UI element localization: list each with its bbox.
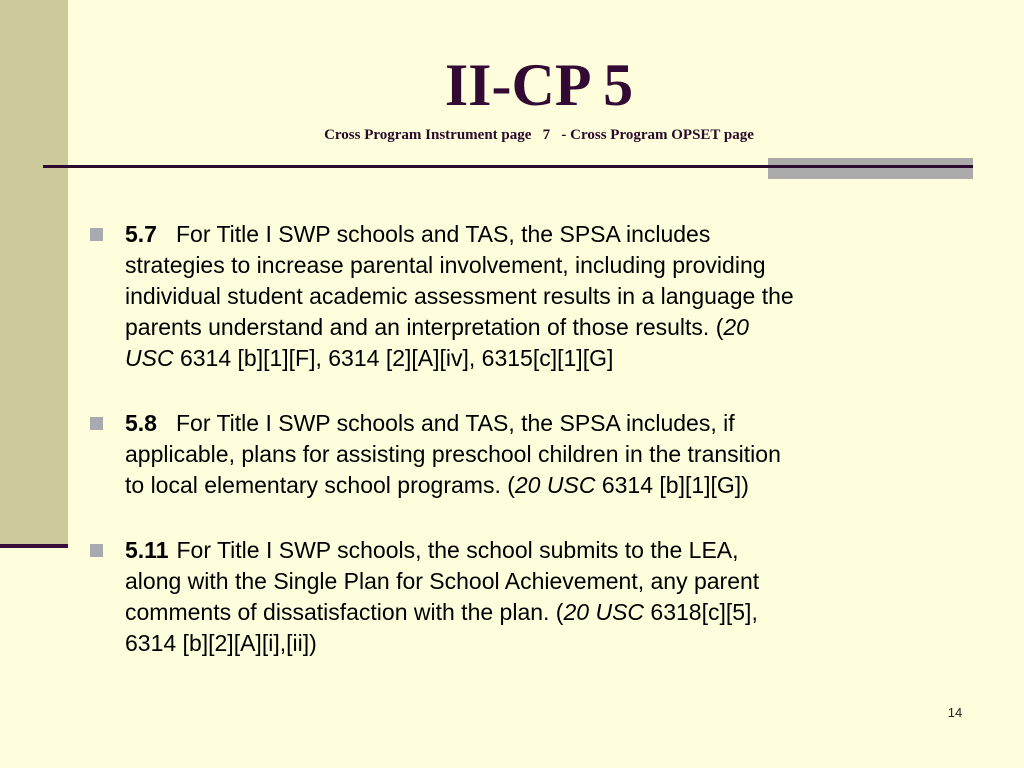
citation-italic: 20 USC (563, 599, 645, 625)
bullet-text-line: along with the Single Plan for School Achievement, any parent (125, 568, 760, 594)
slide-subtitle: Cross Program Instrument page 7 - Cross Program OPSET page (324, 127, 754, 143)
citation-text: 6318[c][5], (644, 599, 758, 625)
slide-title: II-CP 5 (444, 52, 634, 118)
bullet-number: 5.7 (125, 221, 157, 247)
bullet-square-icon (90, 417, 103, 430)
page-number: 14 (947, 705, 963, 720)
bullet-item (90, 535, 990, 659)
bullet-item (90, 219, 990, 374)
bullet-text-line: parents understand and an interpretation of those results. ( (125, 314, 724, 340)
bullet-number: 5.11 (125, 537, 169, 563)
bullet-text-line: For Title I SWP schools and TAS, the SPSA includes, if (175, 410, 735, 436)
bullet-text-line: strategies to increase parental involvement, including providing (125, 252, 766, 278)
bullet-square-icon (90, 228, 103, 241)
bullet-text-line: individual student academic assessment results in a language the (125, 283, 794, 309)
citation-text: 6314 [b][1][G]) (595, 472, 749, 498)
accent-bar (768, 158, 973, 179)
bullet-text-line: to local elementary school programs. ( (125, 472, 515, 498)
citation-text: 6314 [b][1][F], 6314 [2][A][iv], 6315[c][1][G] (173, 345, 614, 371)
bullet-list (90, 219, 990, 659)
citation-text: 6314 [b][2][A][i],[ii]) (125, 630, 317, 656)
bullet-square-icon (90, 544, 103, 557)
bullet-item (90, 408, 990, 501)
bullet-text-line: comments of dissatisfaction with the plan. ( (125, 599, 564, 625)
left-band-rule (0, 544, 68, 548)
bullet-number: 5.8 (125, 410, 157, 436)
citation-italic: 20 USC (514, 472, 596, 498)
bullet-text-line: For Title I SWP schools and TAS, the SPSA includes (175, 221, 711, 247)
bullet-text-line: applicable, plans for assisting preschool children in the transition (125, 441, 781, 467)
bullet-text-line: For Title I SWP schools, the school submits to the LEA, (176, 537, 739, 563)
left-decorative-band (0, 0, 68, 546)
title-divider (43, 165, 973, 168)
citation-italic: 20 (723, 314, 749, 340)
citation-italic: USC (125, 345, 174, 371)
